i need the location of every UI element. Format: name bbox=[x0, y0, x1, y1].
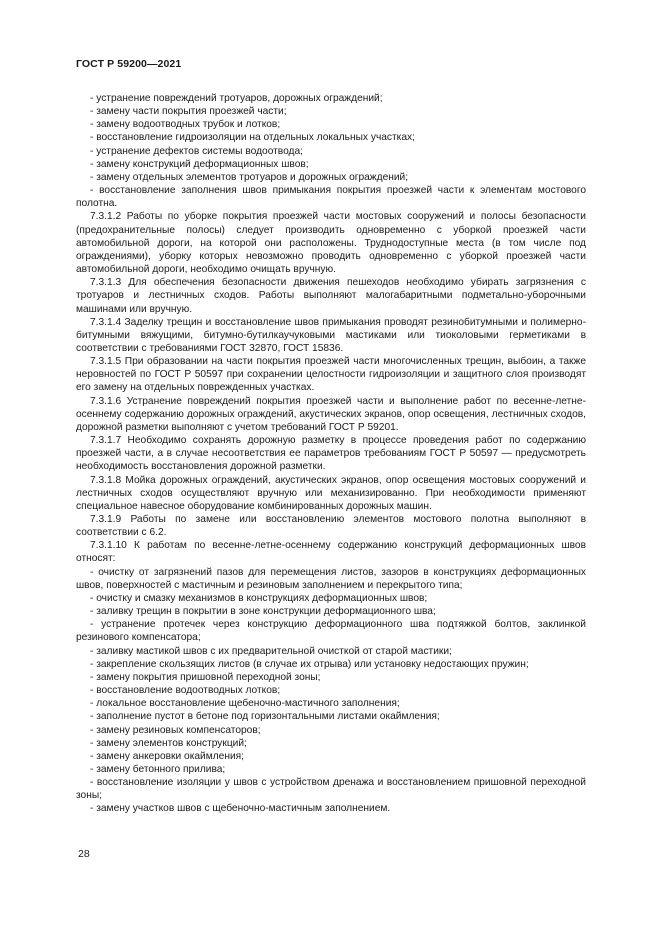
list-item: - замену анкеровки окаймления; bbox=[90, 750, 245, 762]
document-body bbox=[76, 92, 586, 816]
list-item: - устранение дефектов системы водоотвода; bbox=[90, 145, 303, 157]
list-item: - очистку и смазку механизмов в конструкциях деформационных швов; bbox=[90, 592, 428, 604]
page-number: 28 bbox=[78, 848, 90, 860]
list-item: - устранение протечек через конструкцию деформационного шва подтяжкой болтов, заклинкой резинового компенсатора; bbox=[76, 619, 586, 644]
list-item: - замену части покрытия проезжей части; bbox=[90, 106, 287, 118]
list-item: - восстановление заполнения швов примыкания покрытия проезжей части к элементам мостового полотна. bbox=[76, 185, 586, 210]
clause-7-3-1-10: 7.3.1.10 К работам по весенне-летне-осеннему содержанию конструкций деформационных швов относят: bbox=[76, 540, 586, 565]
list-item: - восстановление изоляции у швов с устройством дренажа и восстановлением пришовной переходной зоны; bbox=[76, 777, 586, 802]
list-item: - замену покрытия пришовной переходной зоны; bbox=[90, 671, 321, 683]
clause-7-3-1-4: 7.3.1.4 Заделку трещин и восстановление швов примыкания проводят резинобитумными и полимерно-битумными вяжущими, битумно-бутилкаучуковыми мастиками или тиоколовыми герметиками в соответствии с требованиями ГОСТ 32870, ГОСТ 15836. bbox=[76, 316, 586, 354]
document-header: ГОСТ Р 59200—2021 bbox=[76, 58, 182, 70]
clause-7-3-1-8: 7.3.1.8 Мойка дорожных ограждений, акустических экранов, опор освещения мостовых сооружений и лестничных сходов осуществляют вручную или механизированно. При необходимости применяют специальное навесное оборудование комбинированных дорожных машин. bbox=[76, 474, 586, 512]
list-item: - замену элементов конструкций; bbox=[90, 737, 247, 749]
clause-7-3-1-7: 7.3.1.7 Необходимо сохранять дорожную разметку в процессе проведения работ по содержанию проезжей части, а в случае несоответствия ее параметров требованиям ГОСТ Р 50597 — предусмотреть необходимость восстановления дорожной разметки. bbox=[76, 435, 586, 473]
clause-7-3-1-2: 7.3.1.2 Работы по уборке покрытия проезжей части мостовых сооружений и полосы безопасности (предохранительные полосы) следует производить одновременно с уборкой проезжей части автомобильной дороги, на которой они расположены. Труднодоступные места (в том числе под ограждениями), уборку которых невозможно проводить одновременно с уборкой проезжей части автомобильной дороги, необходимо очищать вручную. bbox=[76, 211, 586, 276]
list-item: - замену водоотводных трубок и лотков; bbox=[90, 119, 281, 131]
list-item: - восстановление водоотводных лотков; bbox=[90, 685, 281, 697]
clause-7-3-1-5: 7.3.1.5 При образовании на части покрытия проезжей части многочисленных трещин, выбоин, а также неровностей по ГОСТ Р 50597 при сохранении целостности гидроизоляции и защитного слоя производят его замену на отдельных поврежденных участках. bbox=[76, 356, 586, 394]
list-item: - устранение повреждений тротуаров, дорожных ограждений; bbox=[90, 93, 383, 104]
list-item: - восстановление гидроизоляции на отдельных локальных участках; bbox=[90, 132, 415, 144]
list-item: - закрепление скользящих листов (в случае их отрыва) или установку недостающих пружин; bbox=[90, 658, 529, 670]
clause-7-3-1-9: 7.3.1.9 Работы по замене или восстановлению элементов мостового полотна выполняют в соответствии с 6.2. bbox=[76, 514, 586, 539]
list-item: - локальное восстановление щебеночно-мастичного заполнения; bbox=[90, 698, 400, 710]
list-item: - заливку мастикой швов с их предварительной очисткой от старой мастики; bbox=[90, 645, 452, 657]
list-item: - замену бетонного прилива; bbox=[90, 763, 226, 775]
clause-7-3-1-6: 7.3.1.6 Устранение повреждений покрытия проезжей части и выполнение работ по весенне-летне-осеннему содержанию дорожных ограждений, акустических экранов, опор освещения, лестничных сходов, дорожной разметки выполняют с учетом требований ГОСТ Р 59201. bbox=[76, 395, 586, 433]
list-item: - замену резиновых компенсаторов; bbox=[90, 724, 261, 736]
clause-7-3-1-3: 7.3.1.3 Для обеспечения безопасности движения пешеходов необходимо убирать загрязнения с тротуаров и лестничных сходов. Работы выполняют малогабаритными подметально-уборочными машинами или вручную. bbox=[76, 277, 586, 315]
list-item: - замену участков швов с щебеночно-мастичным заполнением. bbox=[90, 803, 391, 815]
list-item: - очистку от загрязнений пазов для перемещения листов, зазоров в конструкциях деформационных швов, поверхностей с мастичным и резиновым заполнением и перекрытого типа; bbox=[76, 566, 586, 591]
list-item: - заливку трещин в покрытии в зоне конструкции деформационного шва; bbox=[90, 606, 436, 618]
list-item: - замену конструкций деформационных швов; bbox=[90, 158, 309, 170]
list-item: - заполнение пустот в бетоне под горизонтальными листами окаймления; bbox=[90, 711, 440, 723]
list-item: - замену отдельных элементов тротуаров и дорожных ограждений; bbox=[90, 171, 409, 183]
